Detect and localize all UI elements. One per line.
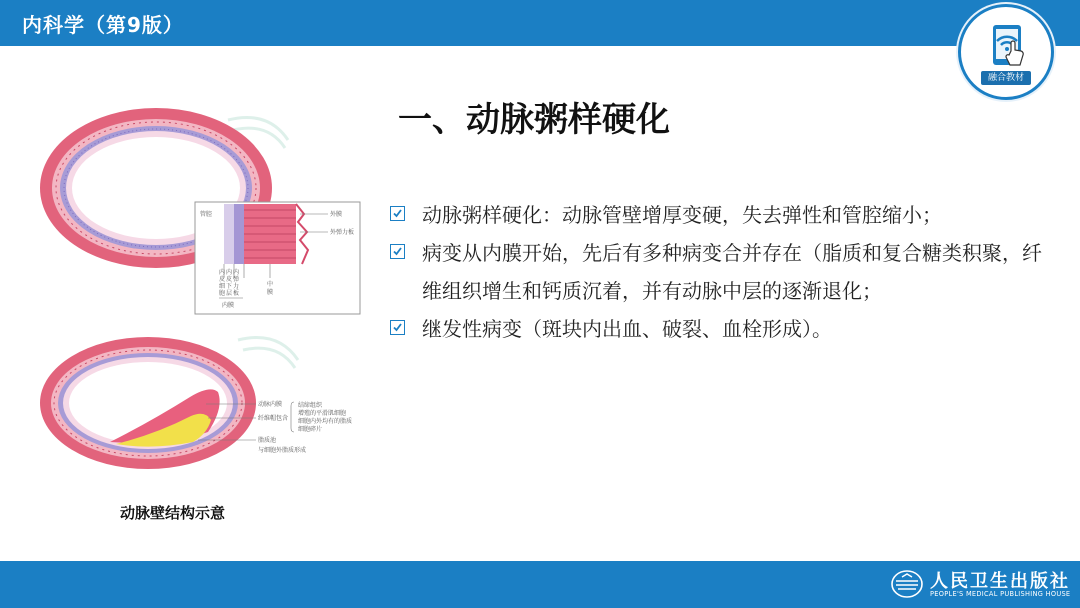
artery-cross-section-plaque: [40, 337, 352, 469]
touch-wifi-icon: [975, 15, 1037, 71]
label-intima-part: 内: [226, 269, 233, 276]
label-intima-part: 层: [226, 290, 233, 297]
checkbox-icon: [390, 244, 405, 259]
label-lipid-pool: 脂质池: [258, 437, 277, 444]
slide-title: 一、动脉粥样硬化: [398, 100, 670, 140]
badge-label: 融合教材: [981, 71, 1031, 85]
label-artery-intima: 动脉内膜: [258, 401, 283, 408]
artery-wall-diagram: [38, 100, 368, 480]
bullet-text: 继发性病变（斑块内出血、破裂、血栓形成）。: [422, 317, 832, 341]
bullet-item: [390, 196, 1050, 234]
publisher-emblem-icon: [890, 569, 924, 599]
label-cap-item: 细胞内外均有的脂质: [298, 418, 353, 425]
label-intima-part: 板: [233, 290, 240, 297]
bullet-item: [390, 310, 1050, 348]
label-intima-part: 弹: [233, 276, 240, 283]
checkbox-icon: [390, 206, 405, 221]
bullet-text: 病变从内膜开始，先后有多种病变合并存在（脂质和复合糖类积聚，纤维组织增生和钙质沉着，并有动脉中层的逐渐退化；: [422, 241, 1042, 303]
label-cap-item: 结缔组织: [298, 402, 323, 409]
publisher-name-cn: 人民卫生出版社: [930, 571, 1070, 592]
label-cap-item: 细胞碎片: [298, 426, 323, 433]
figure-caption: 动脉壁结构示意: [120, 504, 226, 522]
label-intima-part: 细: [219, 283, 226, 290]
header-bar: [0, 0, 1080, 46]
publisher-name-en: PEOPLE'S MEDICAL PUBLISHING HOUSE: [930, 590, 1071, 598]
bullet-item: [390, 234, 1050, 310]
label-media-a: 中: [267, 281, 274, 288]
label-adventitia: 外膜: [330, 211, 343, 218]
label-fibrous-cap: 纤维帽包含: [258, 415, 289, 422]
label-cap-item: 增殖的平滑肌细胞: [298, 410, 347, 417]
checkbox-icon: [390, 320, 405, 335]
label-intima-part: 皮: [219, 276, 226, 283]
fusion-textbook-badge[interactable]: [958, 4, 1054, 100]
label-intima-part: 下: [226, 283, 233, 290]
bullet-text: 动脉粥样硬化：动脉管壁增厚变硬，失去弹性和管腔缩小；: [422, 203, 942, 227]
bullet-list: [390, 196, 1050, 348]
book-title: 内科学（第9版）: [22, 13, 184, 37]
label-media-b: 膜: [267, 289, 274, 296]
label-intima-part: 内: [233, 269, 240, 276]
wall-detail-inset: [195, 202, 360, 314]
label-lipid-pool-formation: 与细胞外脂质形成: [258, 447, 307, 454]
publisher-logo: [890, 567, 1072, 603]
label-intima: 内膜: [222, 302, 235, 309]
label-lumen: 管腔: [200, 211, 213, 218]
label-external-elastic: 外弹力板: [330, 229, 355, 236]
label-intima-part: 力: [233, 283, 240, 290]
label-intima-part: 皮: [226, 276, 233, 283]
label-intima-part: 内: [219, 269, 226, 276]
label-intima-part: 胞: [219, 290, 226, 297]
